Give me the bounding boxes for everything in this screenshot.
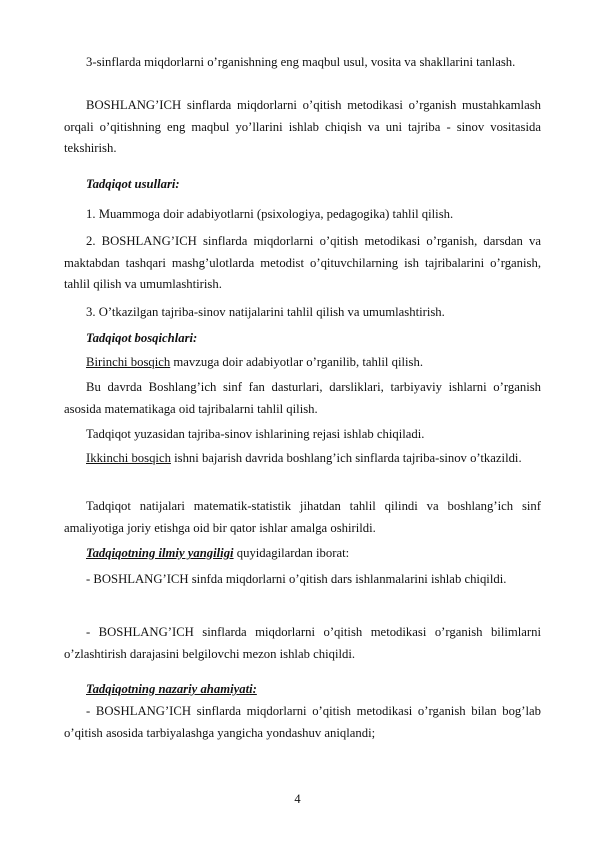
stage-2-text: ishni bajarish davrida boshlang’ich sinflarda tajriba-sinov o’tkazildi. [170,451,522,465]
page-number: 4 [294,792,301,806]
heading-theoretical-significance: Tadqiqotning nazariy ahamiyati: [86,682,257,696]
stage-1-text: mavzuga doir adabiyotlar o’rganilib, tahlil qilish. [170,355,423,369]
novelty-paragraph [64,543,541,565]
method-item-2: 2. BOSHLANG’ICH sinflarda miqdorlarni o’qitish metodikasi o’rganish, darsdan va maktabdan tashqari mashg’ulotlarda metodist o’qituvchilarning ish tajribalarini o’rganish, tahlil qilish va umumlashtirish. [64,234,541,291]
heading-research-stages: Tadqiqot bosqichlari: [86,331,198,345]
paragraph-goal-4: BOSHLANG’ICH sinflarda miqdorlarni o’qitish metodikasi o’rganish mustahkamlash orqali o’qitishning eng maqbul yo’llarini ishlab chiqish va uni tajriba - sinov vositasida tekshirish. [64,98,541,155]
novelty-item-1: - BOSHLANG’ICH sinfda miqdorlarni o’qitish dars ishlanmalarini ishlab chiqildi. [86,572,507,586]
stage-2-paragraph [64,448,541,470]
theory-item-1: - BOSHLANG’ICH sinflarda miqdorlarni o’qitish metodikasi o’rganish bilan bog’lab o’qitish asosida tarbiyalashga yangicha yondashuv aniqlandi; [64,704,541,740]
stage-1-plan: Tadqiqot yuzasidan tajriba-sinov ishlarining rejasi ishlab chiqiladi. [86,427,425,441]
stage-2-results: Tadqiqot natijalari matematik-statistik jihatdan tahlil qilindi va boshlang’ich sinf amaliyotiga joriy etishga oid bir qator ishlar amalga oshirildi. [64,499,541,535]
stage-1-description: Bu davrda Boshlang’ich sinf fan dasturlari, darsliklari, tarbiyaviy ishlarni o’rganish asosida matematikaga oid tajribalarni tahlil qilish. [64,380,541,416]
method-item-1: 1. Muammoga doir adabiyotlarni (psixologiya, pedagogika) tahlil qilish. [86,207,454,221]
stage-1-paragraph [64,352,541,374]
novelty-intro-text: quyidagilardan iborat: [233,546,350,560]
heading-research-methods: Tadqiqot usullari: [86,177,180,191]
method-item-3: 3. O’tkazilgan tajriba-sinov natijalarini tahlil qilish va umumlashtirish. [86,305,445,319]
paragraph-goal-3: 3-sinflarda miqdorlarni o’rganishning eng maqbul usul, vosita va shakllarini tanlash. [86,55,516,69]
stage-1-label: Birinchi bosqich [86,355,171,369]
heading-scientific-novelty: Tadqiqotning ilmiy yangiligi [86,546,234,560]
novelty-item-2: - BOSHLANG’ICH sinflarda miqdorlarni o’qitish metodikasi o’rganish bilimlarni o’zlashtirish darajasini belgilovchi mezon ishlab chiqildi. [64,625,541,661]
stage-2-label: Ikkinchi bosqich [86,451,171,465]
